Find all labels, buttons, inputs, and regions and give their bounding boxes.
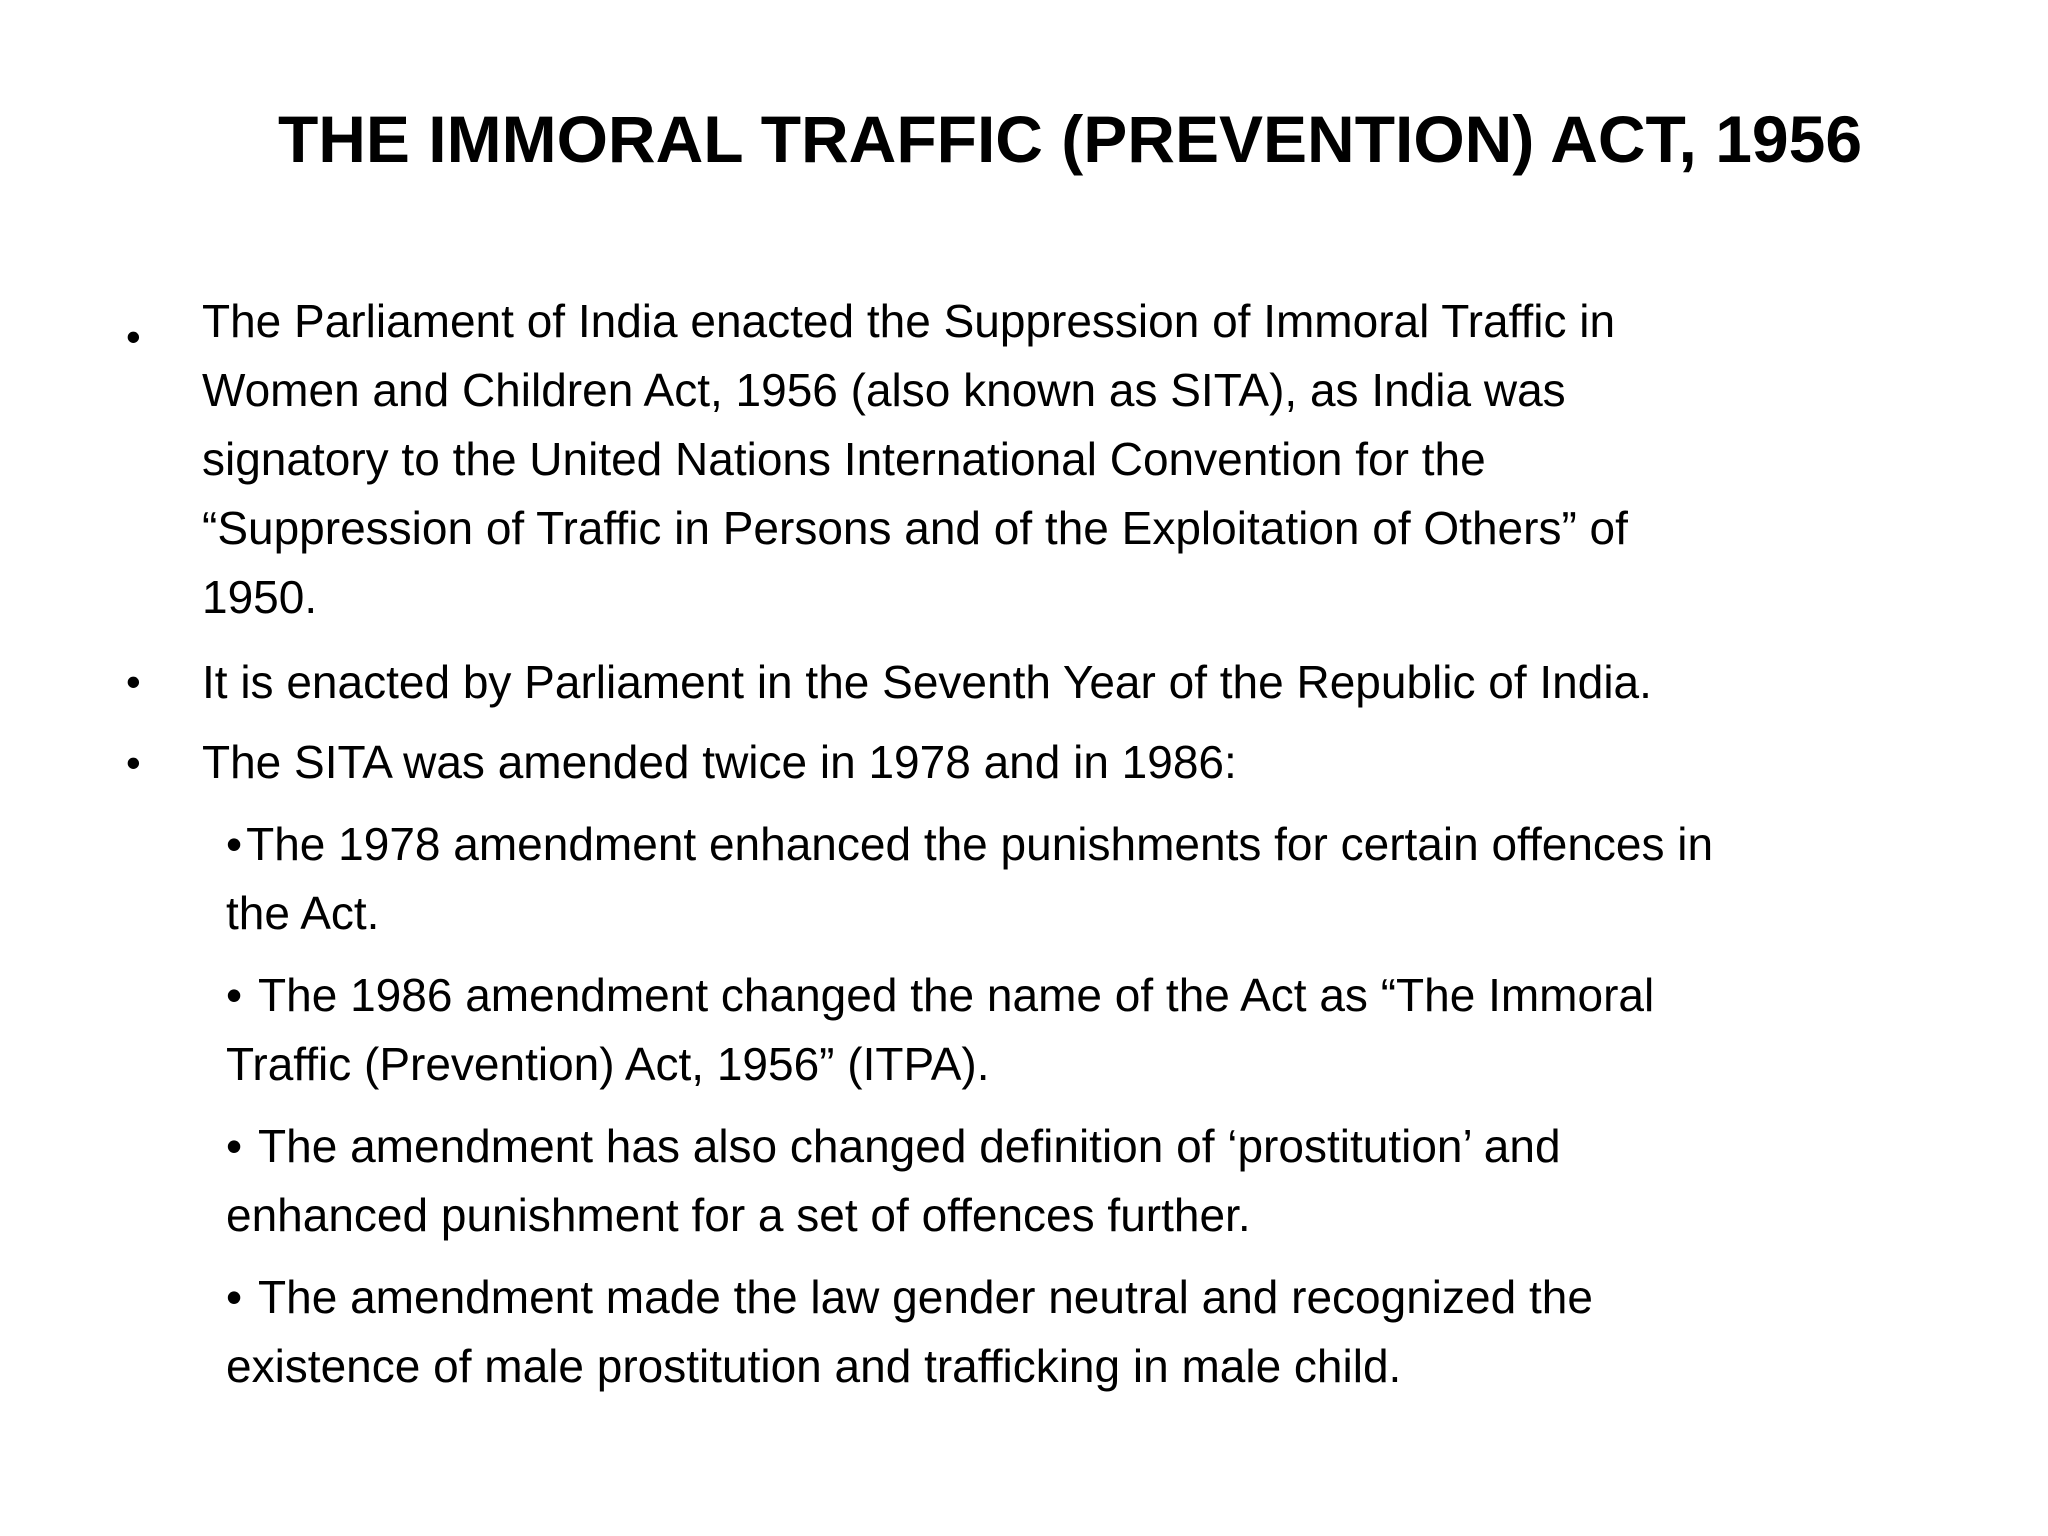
bullet-icon: • (226, 818, 243, 870)
text-line: “Suppression of Traffic in Persons and of the Exploitation of Others” of (202, 502, 1628, 554)
bullet-icon: • (226, 969, 243, 1021)
text-line: 1950. (202, 571, 318, 623)
text-run: The amendment has also changed definition of ‘prostitution’ and (246, 1120, 1561, 1172)
bullet-item-2 (202, 648, 1652, 717)
sub-bullet-item-2 (226, 961, 1654, 1099)
sub-bullet-item-4 (226, 1263, 1593, 1401)
sub-bullet-item-3 (226, 1112, 1561, 1250)
text-line: the Act. (226, 887, 380, 939)
text-line: The SITA was amended twice in 1978 and in 1986: (202, 736, 1237, 788)
text-line (226, 1263, 1593, 1332)
text-line (226, 1112, 1561, 1181)
bullet-icon: • (126, 739, 141, 786)
slide-title: THE IMMORAL TRAFFIC (PREVENTION) ACT, 1956 (277, 102, 1863, 176)
bullet-item-1 (202, 287, 1628, 632)
bullet-item-3 (202, 728, 1237, 797)
text-run: The 1986 amendment changed the name of the Act as “The Immoral (246, 969, 1655, 1021)
text-run: The amendment made the law gender neutral and recognized the (246, 1271, 1593, 1323)
bullet-icon: • (226, 1271, 243, 1323)
text-line: It is enacted by Parliament in the Seventh Year of the Republic of India. (202, 656, 1652, 708)
text-line: signatory to the United Nations International Convention for the (202, 433, 1486, 485)
text-line: The Parliament of India enacted the Suppression of Immoral Traffic in (202, 295, 1616, 347)
bullet-icon: • (126, 313, 141, 360)
text-run: The 1978 amendment enhanced the punishments for certain offences in (246, 818, 1714, 870)
bullet-icon: • (226, 1120, 243, 1172)
bullet-icon: • (126, 658, 141, 705)
text-line: existence of male prostitution and trafficking in male child. (226, 1340, 1402, 1392)
text-line: enhanced punishment for a set of offences further. (226, 1189, 1251, 1241)
text-line (226, 961, 1654, 1030)
text-line (226, 810, 1713, 879)
text-line: Women and Children Act, 1956 (also known as SITA), as India was (202, 364, 1566, 416)
sub-bullet-item-1 (226, 810, 1713, 948)
text-line: Traffic (Prevention) Act, 1956” (ITPA). (226, 1038, 990, 1090)
